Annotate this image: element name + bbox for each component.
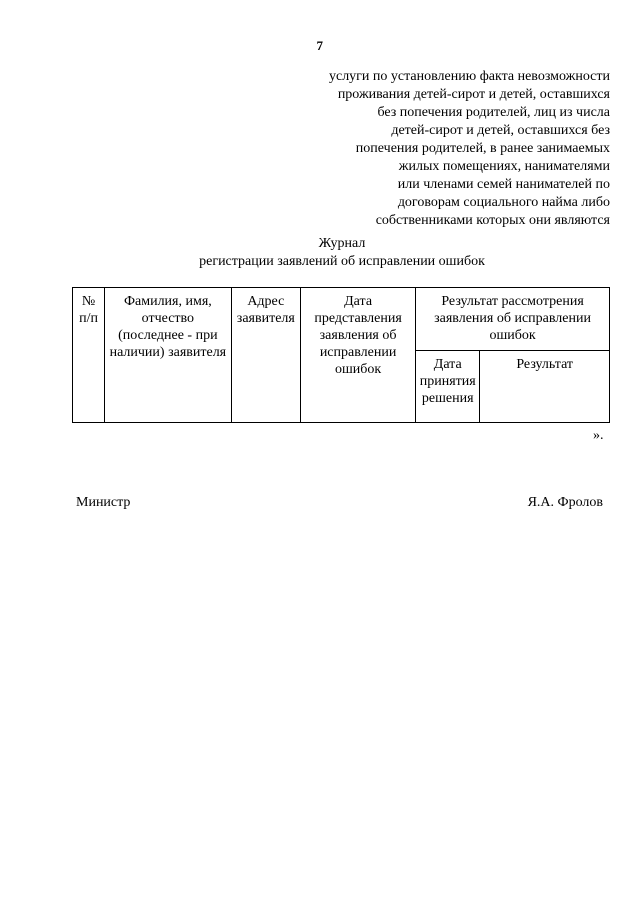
page-number: 7 bbox=[316, 38, 324, 53]
journal-title: Журнал bbox=[318, 236, 366, 251]
header-line: детей-сирот и детей, оставшихся без bbox=[391, 123, 610, 138]
document-header bbox=[280, 68, 610, 230]
header-cell-number: № п/п bbox=[73, 288, 105, 423]
header-cell-fio: Фамилия, имя, отчество (последнее - при наличии) заявителя bbox=[105, 288, 231, 423]
journal-heading bbox=[0, 235, 640, 271]
signatory-position: Министр bbox=[76, 495, 131, 510]
header-cell-decision-date: Дата принятия решения bbox=[416, 351, 480, 423]
header-cell-submission-date: Дата представления заявления об исправлении ошибок bbox=[301, 288, 416, 423]
header-line: договорам социального найма либо bbox=[397, 195, 610, 210]
header-line: или членами семей нанимателей по bbox=[397, 177, 610, 192]
header-line: проживания детей-сирот и детей, оставшихся bbox=[337, 87, 610, 102]
table-header-row bbox=[73, 288, 610, 351]
header-cell-result-group: Результат рассмотрения заявления об исправлении ошибок bbox=[416, 288, 610, 351]
journal-subtitle: регистрации заявлений об исправлении ошибок bbox=[199, 254, 485, 269]
header-line: собственниками которых они являются bbox=[375, 213, 610, 228]
journal-table bbox=[72, 287, 610, 423]
header-line: попечения родителей, в ранее занимаемых bbox=[355, 141, 610, 156]
signatory-name: Я.А. Фролов bbox=[527, 495, 603, 510]
header-line: услуги по установлению факта невозможности bbox=[328, 69, 610, 84]
header-cell-result: Результат bbox=[480, 351, 610, 423]
closing-quote: ». bbox=[593, 428, 604, 443]
header-line: жилых помещениях, нанимателями bbox=[398, 159, 610, 174]
signature-block bbox=[76, 495, 603, 511]
header-line: без попечения родителей, лиц из числа bbox=[377, 105, 610, 120]
header-cell-address: Адрес заявителя bbox=[231, 288, 300, 423]
